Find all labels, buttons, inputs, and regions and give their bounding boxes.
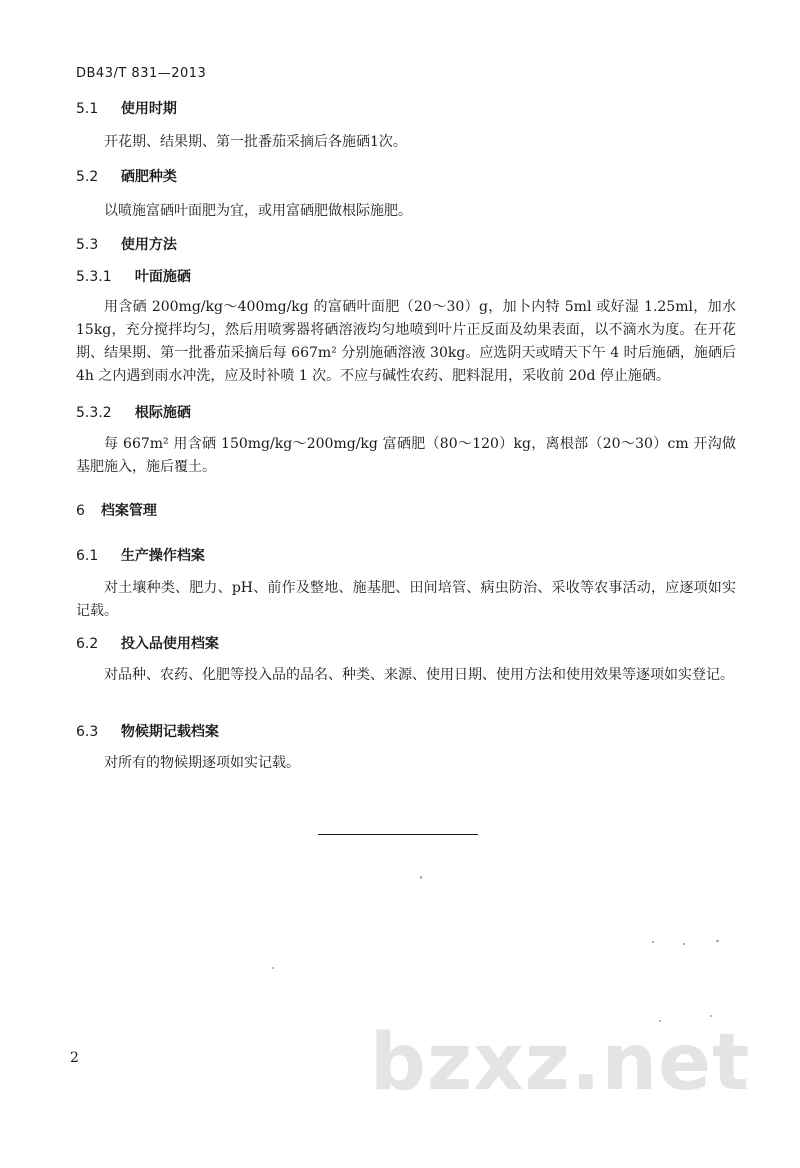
section-heading-5-3-2 (76, 402, 191, 422)
section-title: 使用时期 (120, 101, 177, 117)
scan-speck (420, 876, 422, 879)
section-number: 6.2 (76, 636, 99, 652)
section-heading-5-3-1 (76, 266, 191, 286)
scan-speck (716, 940, 719, 942)
section-title: 使用方法 (120, 237, 177, 253)
page-number: 2 (70, 1050, 79, 1066)
section-title: 生产操作档案 (120, 548, 205, 564)
section-heading-5-1 (76, 98, 177, 118)
watermark: bzxz.net (370, 1018, 751, 1108)
scan-speck (652, 941, 654, 943)
section-number: 5.3 (76, 237, 99, 253)
document-code: DB43/T 831—2013 (76, 66, 207, 81)
section-heading-6 (76, 500, 157, 520)
section-heading-6-2 (76, 633, 219, 653)
section-title: 投入品使用档案 (120, 636, 219, 652)
section-title: 根际施硒 (134, 405, 191, 421)
scan-speck (272, 967, 274, 969)
section-number: 5.2 (76, 169, 99, 185)
section-5-2-paragraph: 以喷施富硒叶面肥为宜，或用富硒肥做根际施肥。 (104, 203, 412, 219)
section-heading-6-3 (76, 721, 219, 741)
section-number: 6.1 (76, 548, 99, 564)
section-number: 6 (76, 503, 85, 519)
section-5-3-1-paragraph: 用含硒 200mg/kg～400mg/kg 的富硒叶面肥（20～30）g，加卜内特 5ml 或好湿 1.25ml，加水 15kg，充分搅拌均匀，然后用喷雾器将硒溶液均匀地喷到叶片正反面及幼果表面，以不滴水为度。在开花期、结果期、第一批番茄采摘后每 667m² 分别施硒溶液 30kg。应选阴天或晴天下午 4 时后施硒，施硒后 4h 之内遇到雨水冲洗，应及时补喷 1 次。不应与碱性农药、肥料混用，采收前 20d 停止施硒。 (76, 299, 736, 384)
section-number: 5.3.2 (76, 405, 112, 421)
section-6-1-paragraph: 对土壤种类、肥力、pH、前作及整地、施基肥、田间培管、病虫防治、采收等农事活动，应逐项如实记载。 (76, 580, 736, 619)
section-title: 档案管理 (100, 503, 157, 519)
section-heading-5-3 (76, 234, 177, 254)
end-of-document-rule (318, 834, 478, 835)
section-5-3-2-paragraph: 每 667m² 用含硒 150mg/kg～200mg/kg 富硒肥（80～120）kg，离根部（20～30）cm 开沟做基肥施入，施后覆土。 (76, 436, 736, 475)
section-title: 硒肥种类 (120, 169, 177, 185)
section-6-2-paragraph: 对品种、农药、化肥等投入品的品名、种类、来源、使用日期、使用方法和使用效果等逐项如实登记。 (104, 667, 734, 683)
section-title: 叶面施硒 (134, 269, 191, 285)
section-heading-5-2 (76, 166, 177, 186)
section-5-1-paragraph: 开花期、结果期、第一批番茄采摘后各施硒1次。 (104, 134, 407, 150)
section-number: 5.1 (76, 101, 99, 117)
scan-speck (683, 943, 685, 945)
section-title: 物候期记载档案 (120, 724, 219, 740)
section-number: 5.3.1 (76, 269, 112, 285)
scan-speck (710, 1015, 712, 1017)
section-number: 6.3 (76, 724, 99, 740)
section-heading-6-1 (76, 545, 205, 565)
section-6-3-paragraph: 对所有的物候期逐项如实记载。 (104, 755, 300, 771)
